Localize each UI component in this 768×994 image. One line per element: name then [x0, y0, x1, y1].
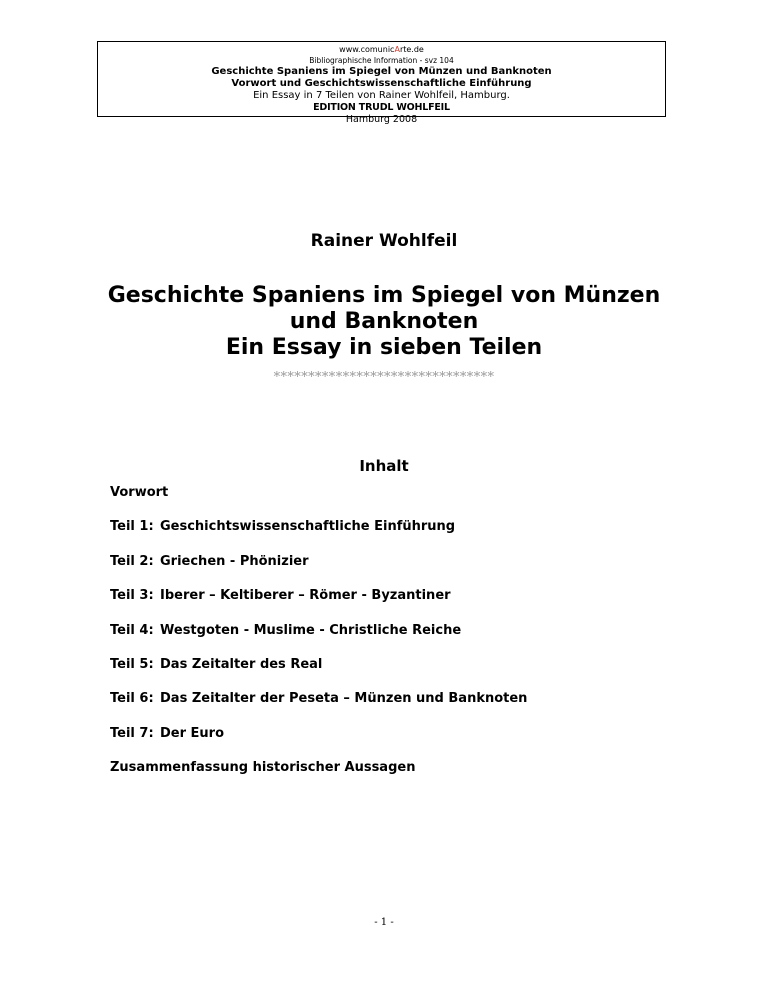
toc-item-number: Teil 6:	[110, 691, 154, 707]
toc-item-label: Geschichtswissenschaftliche Einführung	[160, 519, 456, 535]
toc-item-label: Zusammenfassung historischer Aussagen	[110, 760, 416, 776]
toc-item-vorwort[interactable]	[110, 485, 670, 519]
document-title-line-2: und Banknoten	[289, 309, 479, 334]
toc-item-number: Teil 2:	[110, 553, 154, 569]
toc-item-label: Iberer – Keltiberer – Römer - Byzantiner	[160, 588, 451, 604]
bibliographic-info: Bibliographische Information - svz 104	[309, 56, 454, 65]
header-title: Geschichte Spaniens im Spiegel von Münzen und Banknoten	[211, 66, 552, 77]
author-name: Rainer Wohlfeil	[310, 231, 458, 251]
toc-item-teil-6[interactable]	[110, 691, 670, 725]
header-essay-line: Ein Essay in 7 Teilen von Rainer Wohlfeil, Hamburg.	[253, 90, 510, 101]
website-accent: A	[394, 45, 400, 54]
toc-item-teil-5[interactable]	[110, 657, 670, 691]
document-title-line-3: Ein Essay in sieben Teilen	[225, 335, 543, 360]
table-of-contents	[110, 485, 670, 795]
website-suffix: rte.de	[399, 45, 424, 54]
toc-item-number: Teil 1:	[110, 519, 154, 535]
toc-item-label: Das Zeitalter der Peseta – Münzen und Banknoten	[160, 691, 528, 707]
toc-item-label: Vorwort	[110, 485, 169, 500]
bibliographic-header-box	[97, 41, 666, 125]
toc-item-number: Teil 7:	[110, 725, 154, 741]
toc-item-label: Der Euro	[160, 725, 225, 741]
website-prefix: www.comunic	[339, 45, 395, 54]
document-title	[0, 283, 768, 361]
document-title-line-1: Geschichte Spaniens im Spiegel von Münzen	[107, 283, 661, 308]
header-edition: EDITION TRUDL WOHLFEIL	[313, 102, 450, 113]
toc-item-teil-2[interactable]	[110, 554, 670, 588]
toc-item-label: Griechen - Phönizier	[160, 553, 309, 569]
header-subtitle: Vorwort und Geschichtswissenschaftliche Einführung	[231, 78, 532, 89]
toc-item-number: Teil 3:	[110, 588, 154, 604]
website-link[interactable]	[98, 44, 665, 55]
toc-item-zusammenfassung[interactable]	[110, 760, 670, 794]
toc-item-teil-1[interactable]	[110, 519, 670, 553]
toc-item-number: Teil 4:	[110, 622, 154, 638]
asterisk-separator: ********************************	[273, 370, 495, 385]
header-city-year: Hamburg 2008	[345, 114, 418, 125]
toc-item-number: Teil 5:	[110, 656, 154, 672]
toc-item-teil-3[interactable]	[110, 588, 670, 622]
toc-item-label: Westgoten - Muslime - Christliche Reiche	[160, 622, 462, 638]
toc-heading: Inhalt	[359, 457, 409, 475]
toc-item-label: Das Zeitalter des Real	[160, 656, 323, 672]
page-number: - 1 -	[374, 917, 394, 928]
toc-item-teil-4[interactable]	[110, 623, 670, 657]
toc-item-teil-7[interactable]	[110, 726, 670, 760]
